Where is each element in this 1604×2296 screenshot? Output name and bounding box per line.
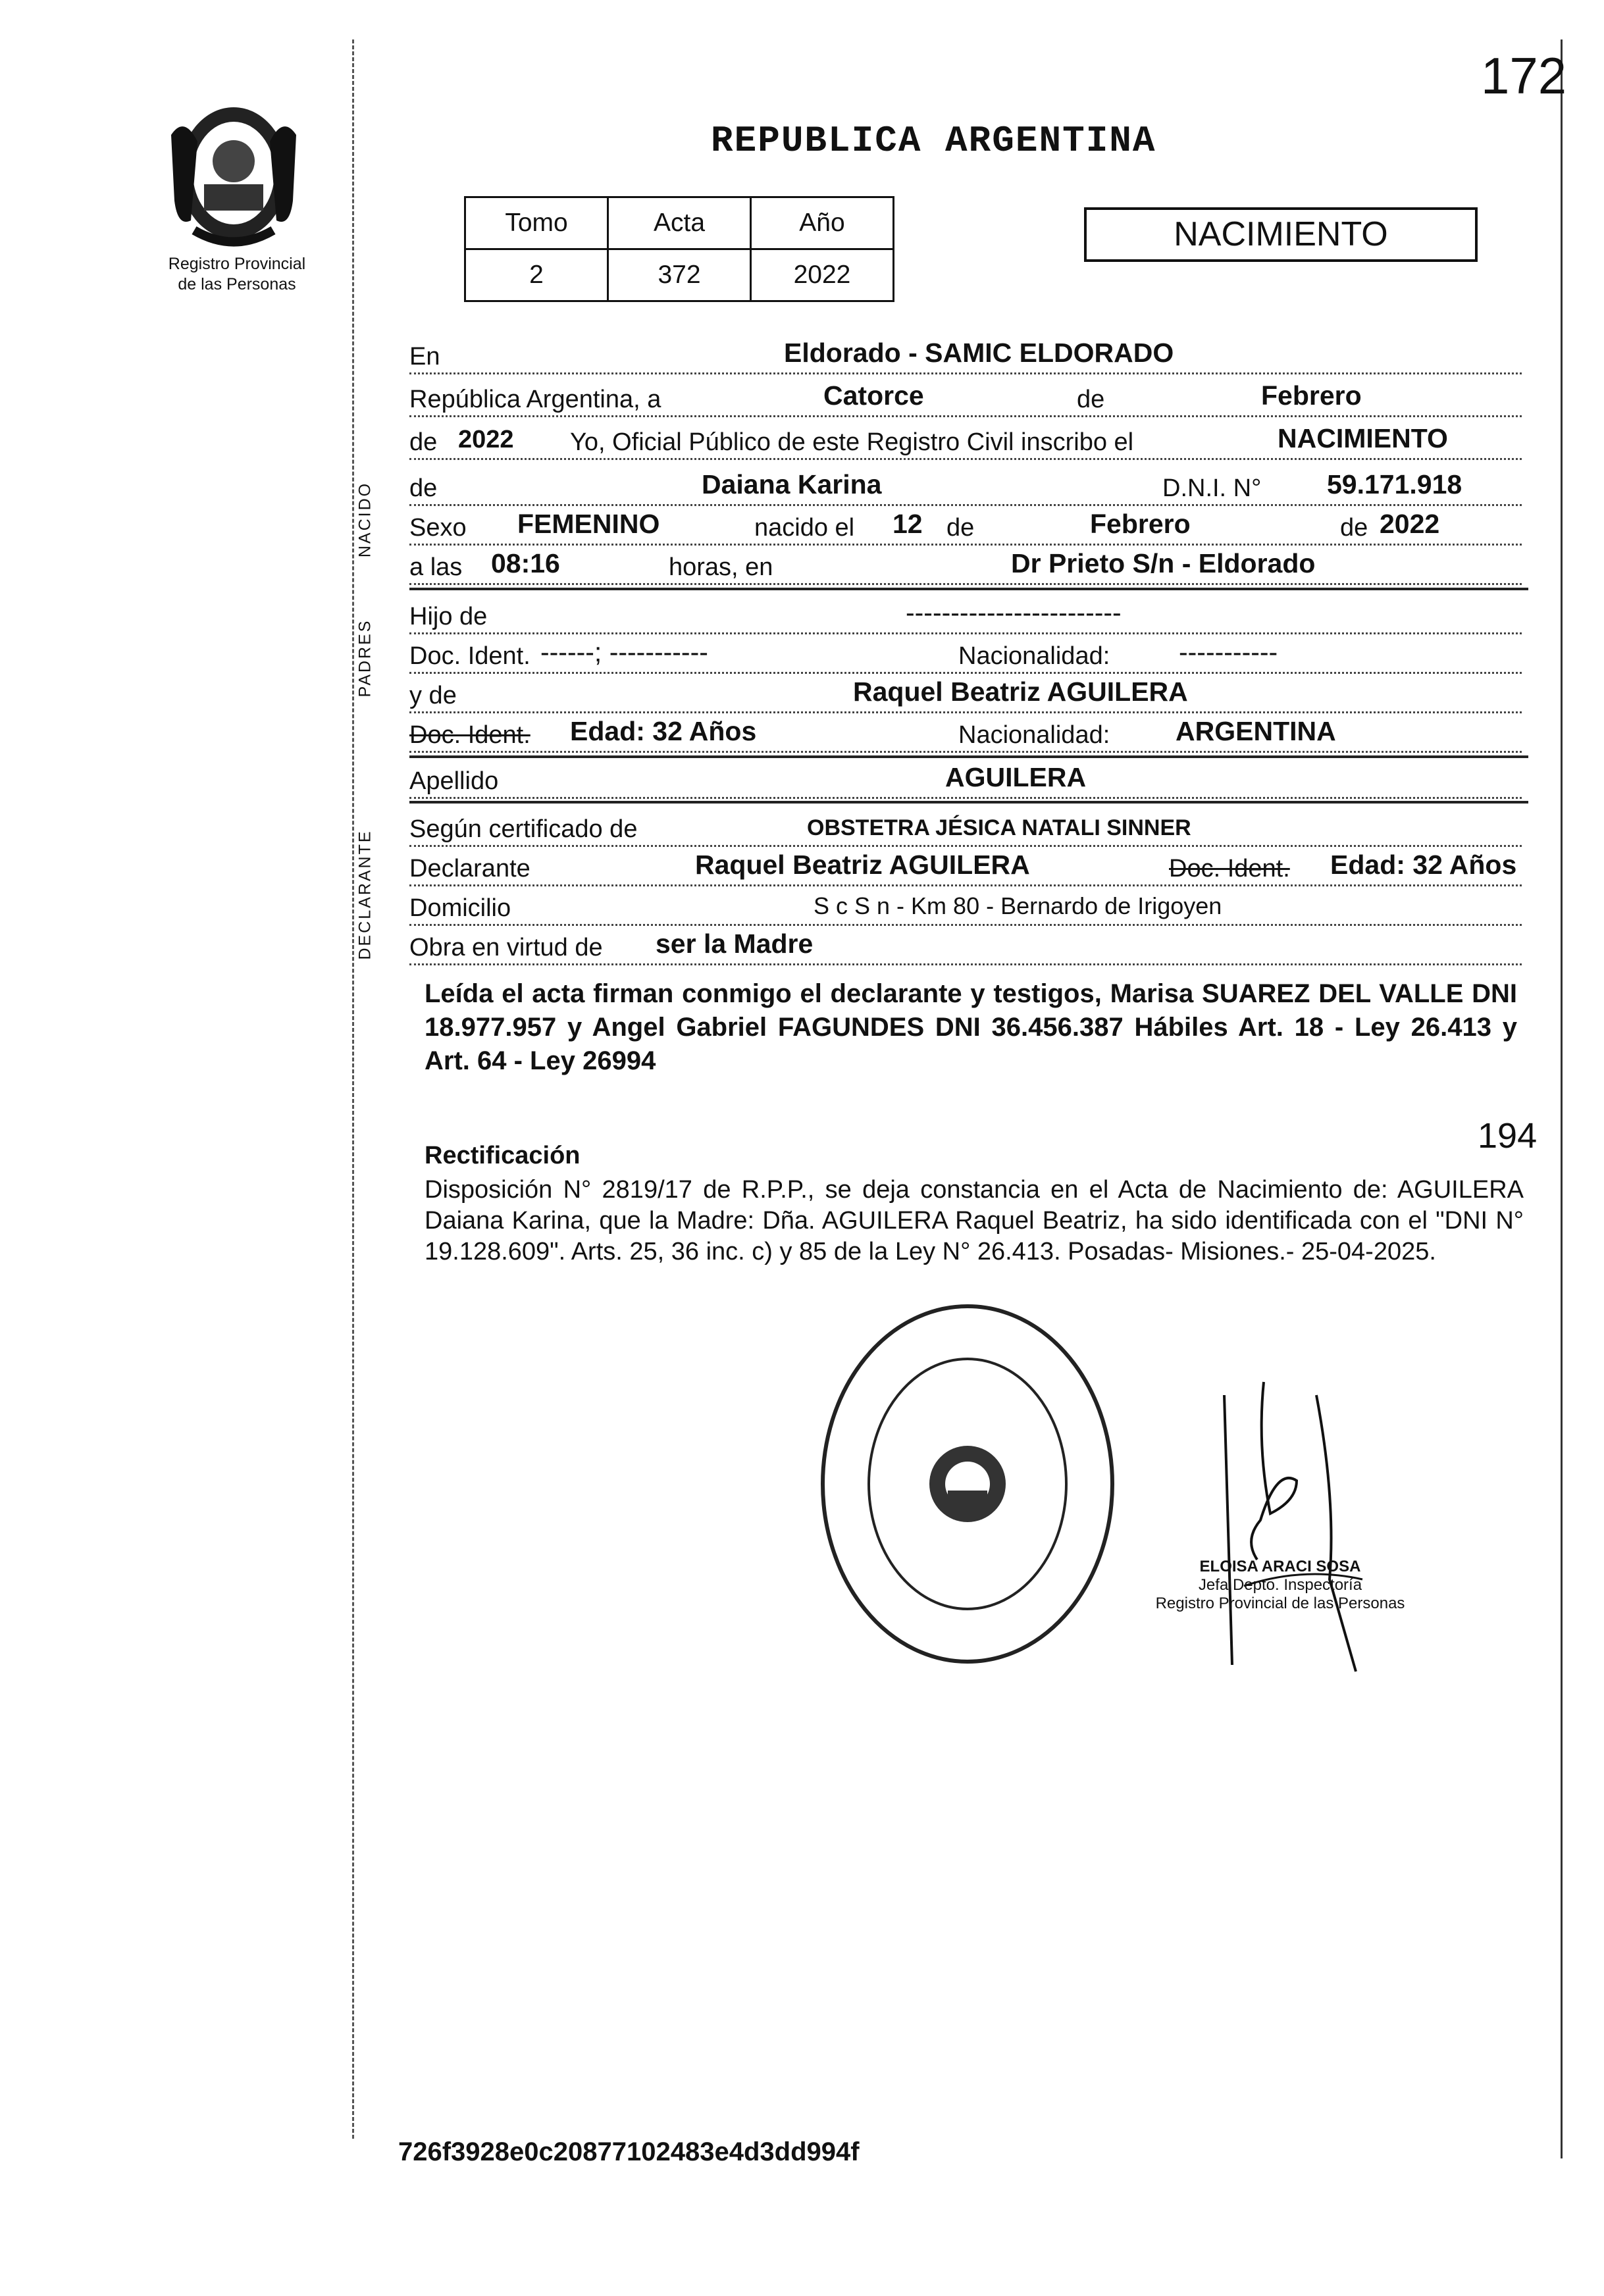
row-domicilio [409, 887, 1522, 926]
month-value: Febrero [1258, 380, 1364, 411]
document-title: REPUBLICA ARGENTINA [711, 120, 1156, 162]
row-sexo [409, 507, 1522, 546]
nac-padre-label: Nacionalidad: [956, 642, 1112, 671]
row-apellido [409, 760, 1522, 799]
registry-label-line2: de las Personas [178, 275, 296, 293]
record-table [464, 196, 894, 302]
closing-statement: Leída el acta firman conmigo el declarante y testigos, Marisa SUAREZ DEL VALLE DNI 18.977.957 y Angel Gabriel FAGUNDES DNI 36.456.387 Hábiles Art. 18 - Ley 26.413 y Art. 64 - Ley 26994 [425, 979, 1517, 1075]
page-number: 172 [1481, 47, 1567, 105]
right-margin-line [1561, 39, 1563, 2158]
inscribe-value: NACIMIENTO [1275, 423, 1451, 454]
dom-label: Domicilio [409, 894, 513, 923]
nacido-section-label: NACIDO [355, 481, 375, 558]
birth-month-value: Febrero [1087, 509, 1193, 540]
record-type-box: NACIMIENTO [1084, 207, 1478, 262]
edad-madre-value: Edad: 32 Años [567, 716, 759, 747]
year-prefix: de [409, 428, 440, 457]
birth-day-value: 12 [890, 509, 925, 540]
obra-value: ser la Madre [653, 929, 815, 959]
doc-padre-value: ------; ----------- [538, 637, 711, 668]
cert-value: OBSTETRA JÉSICA NATALI SINNER [804, 815, 1194, 841]
signature-title: Jefa Depto. Inspectoría [1198, 1576, 1362, 1594]
day-value: Catorce [821, 380, 927, 411]
registry-label [138, 254, 336, 295]
divider-nacido [409, 588, 1528, 590]
decl-label: Declarante [409, 855, 533, 883]
birth-year-value: 2022 [1377, 509, 1442, 540]
ano-header: Año [751, 197, 894, 249]
row-declarante [409, 848, 1522, 886]
doc-padre-label: Doc. Ident. [409, 642, 533, 671]
decl-edad-value: Edad: 32 Años [1328, 850, 1519, 880]
apellido-label: Apellido [409, 767, 501, 796]
row-en [409, 336, 1522, 374]
time-value: 08:16 [488, 548, 563, 579]
divider-apellido [409, 801, 1528, 804]
inscribe-text: Yo, Oficial Público de este Registro Civil inscribo el [567, 428, 1136, 457]
sexo-value: FEMENINO [515, 509, 662, 540]
acta-header: Acta [608, 197, 751, 249]
document-hash: 726f3928e0c20877102483e4d3dd994f [398, 2137, 860, 2166]
ano-value: 2022 [751, 249, 894, 301]
horas-label: horas, en [666, 553, 775, 582]
official-stamp [816, 1300, 1119, 1668]
rectificacion-body: Disposición N° 2819/17 de R.P.P., se deja constancia en el Acta de Nacimiento de: AGUILERA Daiana Karina, que la Madre: Dña. AGUILERA Raquel Beatriz, ha sido identificada con el "DNI N° 19.128.609". Arts. 25, 36 inc. c) y 85 de la Ley N° 26.413. Posadas- Misiones.- 25-04-2025. [425, 1176, 1524, 1265]
row-certificado [409, 808, 1522, 847]
nombre-label: de [409, 474, 440, 503]
rectificacion-number: 194 [1478, 1116, 1538, 1156]
tomo-header: Tomo [465, 197, 608, 249]
row-doc-padre [409, 635, 1522, 674]
nombre-value: Daiana Karina [699, 469, 884, 500]
yde-label: y de [409, 682, 459, 710]
row-obra [409, 927, 1522, 965]
row-inscribe [409, 421, 1522, 460]
country-label: República Argentina, a [409, 386, 663, 414]
sexo-label: Sexo [409, 514, 469, 542]
birth-de-label: de [944, 514, 977, 542]
hijo-label: Hijo de [409, 603, 490, 631]
province-logo [158, 95, 309, 253]
doc-madre-label: Doc. Ident. [409, 721, 533, 750]
cert-label: Según certificado de [409, 815, 640, 844]
year-value: 2022 [455, 426, 517, 454]
apellido-value: AGUILERA [943, 762, 1089, 793]
nac-madre-label: Nacionalidad: [956, 721, 1112, 750]
registry-label-line1: Registro Provincial [168, 255, 306, 273]
row-nombre [409, 467, 1522, 506]
left-margin-line [352, 39, 354, 2139]
row-doc-madre [409, 714, 1522, 753]
obra-label: Obra en virtud de [409, 934, 606, 962]
dom-value: S c S n - Km 80 - Bernardo de Irigoyen [811, 892, 1224, 920]
en-label: En [409, 343, 442, 371]
declarante-section-label: DECLARANTE [355, 829, 375, 960]
nac-padre-value: ----------- [1176, 637, 1280, 668]
row-hora [409, 546, 1522, 585]
handwritten-signature [1204, 1369, 1402, 1685]
mother-value: Raquel Beatriz AGUILERA [850, 676, 1191, 707]
tomo-value: 2 [465, 249, 608, 301]
padres-section-label: PADRES [355, 619, 375, 698]
signature-block [1129, 1558, 1432, 1613]
signature-office: Registro Provincial de las Personas [1155, 1594, 1405, 1612]
nac-madre-value: ARGENTINA [1173, 716, 1339, 747]
en-value: Eldorado - SAMIC ELDORADO [781, 338, 1176, 369]
de-label: de [1074, 386, 1107, 414]
nacido-label: nacido el [752, 514, 857, 542]
decl-value: Raquel Beatriz AGUILERA [692, 850, 1033, 880]
row-madre [409, 675, 1522, 713]
acta-value: 372 [608, 249, 751, 301]
decl-doc-label: Doc. Ident. [1166, 855, 1293, 883]
birth-de2-label: de [1337, 514, 1370, 542]
birth-place-value: Dr Prieto S/n - Eldorado [1008, 548, 1318, 579]
row-fecha [409, 378, 1522, 417]
row-hijo [409, 596, 1522, 634]
rectificacion-title: Rectificación [425, 1142, 581, 1169]
divider-padres [409, 755, 1528, 758]
hijo-value: ------------------------ [903, 598, 1124, 628]
dni-label: D.N.I. N° [1160, 474, 1264, 503]
signature-name: ELOISA ARACI SOSA [1199, 1558, 1361, 1575]
dni-value: 59.171.918 [1324, 469, 1464, 500]
las-label: a las [409, 553, 465, 582]
